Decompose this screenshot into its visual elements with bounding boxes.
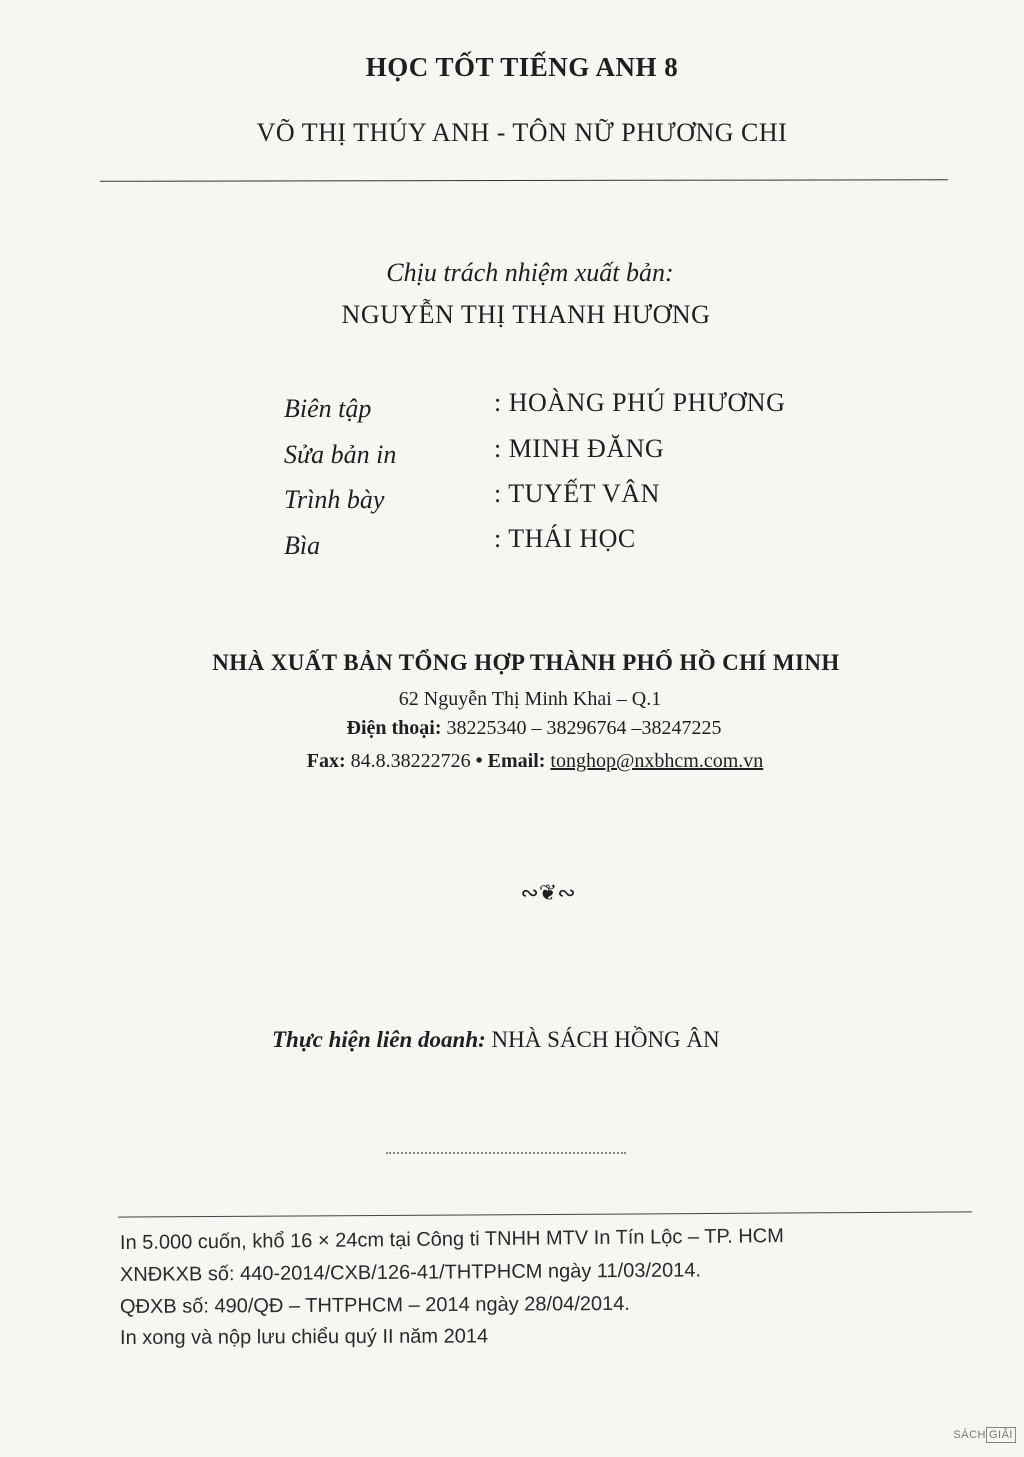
colophon-line-registration: XNĐKXB số: 440-2014/CXB/126-41/THTPHCM ngày 11/03/2014. bbox=[119, 1259, 702, 1286]
joint-venture-label: Thực hiện liên doanh: bbox=[272, 1027, 486, 1052]
credit-role-layout: Trình bày bbox=[284, 485, 385, 514]
bottom-divider bbox=[118, 1211, 972, 1217]
dotted-divider bbox=[386, 1152, 626, 1154]
top-divider bbox=[100, 179, 948, 181]
phone-value: 38225340 – 38296764 –38247225 bbox=[446, 717, 722, 739]
fax-value: 84.8.38222726 bbox=[350, 750, 471, 772]
credit-role-editor: Biên tập bbox=[284, 394, 372, 423]
authors: VÕ THỊ THÚY ANH - TÔN NỮ PHƯƠNG CHI bbox=[256, 118, 788, 147]
book-title: HỌC TỐT TIẾNG ANH 8 bbox=[365, 52, 679, 82]
publisher-fax-email bbox=[0, 750, 1024, 773]
credit-name-layout: : TUYẾT VÂN bbox=[494, 479, 660, 508]
email-label: Email: bbox=[487, 750, 546, 772]
joint-venture-value: NHÀ SÁCH HỒNG ÂN bbox=[491, 1027, 720, 1052]
watermark-left: SÁCH bbox=[953, 1429, 986, 1441]
ornament-icon: ∾❦∾ bbox=[520, 880, 576, 905]
email-value: tonghop@nxbhcm.com.vn bbox=[550, 750, 764, 772]
publisher-name: NHÀ XUẤT BẢN TỔNG HỢP THÀNH PHỐ HỒ CHÍ MINH bbox=[212, 650, 840, 675]
responsibility-label: Chịu trách nhiệm xuất bản: bbox=[386, 258, 674, 287]
credit-role-cover: Bìa bbox=[284, 531, 321, 560]
bullet-separator: • bbox=[475, 750, 483, 772]
watermark-right: GIẢI bbox=[986, 1427, 1016, 1443]
phone-label: Điện thoại: bbox=[346, 717, 442, 739]
credit-name-proofreader: : MINH ĐĂNG bbox=[494, 434, 665, 463]
responsibility-name: NGUYỄN THỊ THANH HƯƠNG bbox=[341, 300, 711, 329]
colophon-line-deposit: In xong và nộp lưu chiểu quý II năm 2014 bbox=[119, 1325, 489, 1349]
publisher-phone bbox=[0, 717, 1024, 740]
publisher-address: 62 Nguyễn Thị Minh Khai – Q.1 bbox=[398, 688, 662, 710]
fax-label: Fax: bbox=[306, 750, 346, 772]
credit-name-cover: : THÁI HỌC bbox=[494, 524, 636, 553]
credit-name-editor: : HOÀNG PHÚ PHƯƠNG bbox=[494, 388, 786, 417]
colophon-line-print-run: In 5.000 cuốn, khổ 16 × 24cm tại Công ti TNHH MTV In Tín Lộc – TP. HCM bbox=[119, 1225, 784, 1254]
colophon-line-decision: QĐXB số: 490/QĐ – THTPHCM – 2014 ngày 28/04/2014. bbox=[119, 1292, 630, 1318]
joint-venture bbox=[272, 1027, 720, 1053]
credit-role-proofreader: Sửa bản in bbox=[284, 440, 397, 469]
watermark-logo bbox=[953, 1427, 1016, 1443]
